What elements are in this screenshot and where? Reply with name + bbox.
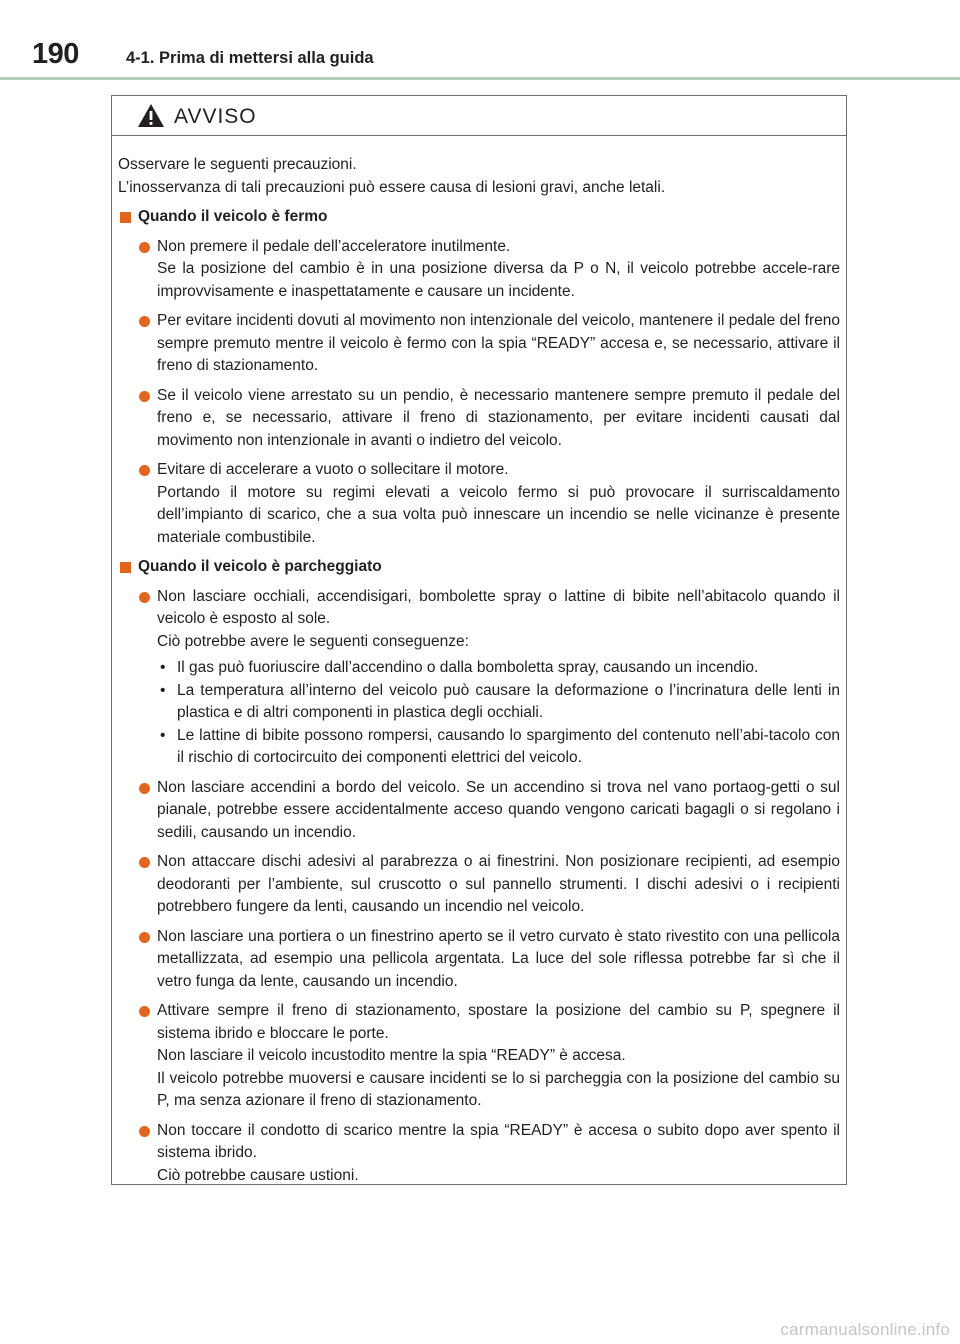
bullet-dot-icon: [139, 1006, 150, 1017]
page-header: [0, 0, 960, 80]
warning-box: [111, 95, 847, 1185]
page-number: 190: [32, 38, 79, 70]
bullet-dot-icon: [139, 465, 150, 476]
item-text: Non lasciare accendini a bordo del veicolo. Se un accendino si trova nel vano portaog-getti o sul pianale, potrebbe essere accidentalmente acceso quando vengono caricati bagagli o si regolano i sedili, causando un incendio.: [157, 778, 840, 841]
sub-item-text: Il gas può fuoriuscire dall’accendino o dalla bomboletta spray, causando un incendio.: [177, 659, 759, 676]
sub-item: [157, 725, 840, 770]
bullet-dot-icon: [139, 857, 150, 868]
bullet-dot-icon: [139, 783, 150, 794]
section-square-icon: [120, 562, 131, 573]
warning-header: [112, 96, 846, 136]
section-heading: [118, 206, 840, 229]
warning-title: AVVISO: [174, 105, 257, 128]
small-bullet-icon: •: [160, 681, 166, 699]
section-heading-text: Quando il veicolo è parcheggiato: [138, 558, 382, 575]
warning-item: [118, 851, 840, 919]
header-divider: [0, 77, 960, 80]
item-text: Se la posizione del cambio è in una posizione diversa da P o N, il veicolo potrebbe accele-rare improvvisamente e inaspettatamente e causare un incidente.: [157, 260, 840, 300]
warning-triangle-icon: [137, 103, 165, 128]
item-text: Evitare di accelerare a vuoto o sollecitare il motore.: [157, 461, 509, 478]
item-text: Ciò potrebbe avere le seguenti conseguenze:: [157, 632, 469, 650]
warning-item: [118, 926, 840, 994]
item-text: Attivare sempre il freno di stazionamento, spostare la posizione del cambio su P, spegnere il sistema ibrido e bloccare le porte.: [157, 1002, 840, 1042]
intro-block: [118, 154, 840, 199]
section-heading-text: Quando il veicolo è fermo: [138, 208, 328, 225]
item-text: Non toccare il condotto di scarico mentre la spia “READY” è accesa o subito dopo aver spento il sistema ibrido.: [157, 1121, 840, 1161]
small-bullet-icon: •: [160, 726, 166, 744]
item-text: Non lasciare una portiera o un finestrino aperto se il vetro curvato è stato rivestito con una pellicola metallizzata, ad esempio una pellicola argentata. La luce del sole riflessa potrebbe far sì che il vetro funga da lente, causando un incendio.: [157, 927, 840, 990]
sub-item-text: La temperatura all’interno del veicolo può causare la deformazione o l’incrinatura delle lenti in plastica e di altri componenti in plastica degli occhiali.: [177, 681, 840, 721]
warning-item: [118, 1000, 840, 1113]
intro-line: Osservare le seguenti precauzioni.: [118, 156, 357, 173]
bullet-dot-icon: [139, 1126, 150, 1137]
warning-item: [118, 777, 840, 845]
item-text: Se il veicolo viene arrestato su un pendio, è necessario mantenere sempre premuto il pedale del freno e, se necessario, attivare il freno di stazionamento, per evitare incidenti causati dal movimento non intenzionale in avanti o indietro del veicolo.: [157, 386, 840, 449]
watermark-logo: carmanualsonline.info: [780, 1320, 950, 1339]
warning-item: [118, 236, 840, 304]
item-text: Non attaccare dischi adesivi al parabrezza o ai finestrini. Non posizionare recipienti, ad esempio deodoranti per l’ambiente, sul cruscotto o sul pannello strumenti. I dischi adesivi o i recipienti potrebbero fungere da lenti, causando un incendio nel veicolo.: [157, 853, 840, 915]
item-text: Non lasciare occhiali, accendisigari, bombolette spray o lattine di bibite nell’abitacolo quando il veicolo è esposto al sole.: [157, 587, 840, 627]
section-square-icon: [120, 212, 131, 223]
warning-body: [118, 154, 840, 1194]
warning-item: [118, 310, 840, 378]
bullet-dot-icon: [139, 242, 150, 253]
bullet-dot-icon: [139, 932, 150, 943]
section-title: 4-1. Prima di mettersi alla guida: [126, 49, 374, 67]
small-bullet-icon: •: [160, 659, 166, 676]
warning-item: [118, 1120, 840, 1188]
item-text: Non premere il pedale dell’acceleratore inutilmente.: [157, 237, 511, 255]
section-heading: [118, 556, 840, 579]
item-text: Per evitare incidenti dovuti al movimento non intenzionale del veicolo, mantenere il pedale del freno sempre premuto mentre il veicolo è fermo con la spia “READY” accesa e, se necessario, attivare il freno di stazionamento.: [157, 312, 840, 374]
bullet-dot-icon: [139, 391, 150, 402]
sub-item: [157, 680, 840, 725]
warning-item: [118, 385, 840, 453]
sub-item-text: Le lattine di bibite possono rompersi, causando lo spargimento del contenuto nell’abi-tacolo con il rischio di cortocircuito dei componenti elettrici del veicolo.: [177, 726, 840, 766]
bullet-dot-icon: [139, 316, 150, 327]
warning-item: [118, 459, 840, 549]
intro-line: L’inosservanza di tali precauzioni può essere causa di lesioni gravi, anche letali.: [118, 178, 666, 196]
item-text: Portando il motore su regimi elevati a veicolo fermo si può provocare il surriscaldamento dell’impianto di scarico, che a sua volta può innescare un incendio se nelle vicinanze è presente materiale combustibile.: [157, 483, 840, 546]
bullet-dot-icon: [139, 592, 150, 603]
sub-list: [157, 657, 840, 770]
item-text: Non lasciare il veicolo incustodito mentre la spia “READY” è accesa.: [157, 1047, 626, 1064]
item-text: Il veicolo potrebbe muoversi e causare incidenti se lo si parcheggia con la posizione del cambio su P, ma senza azionare il freno di stazionamento.: [157, 1069, 840, 1109]
sub-item: [157, 657, 840, 680]
warning-item: [118, 586, 840, 770]
item-text: Ciò potrebbe causare ustioni.: [157, 1166, 359, 1184]
